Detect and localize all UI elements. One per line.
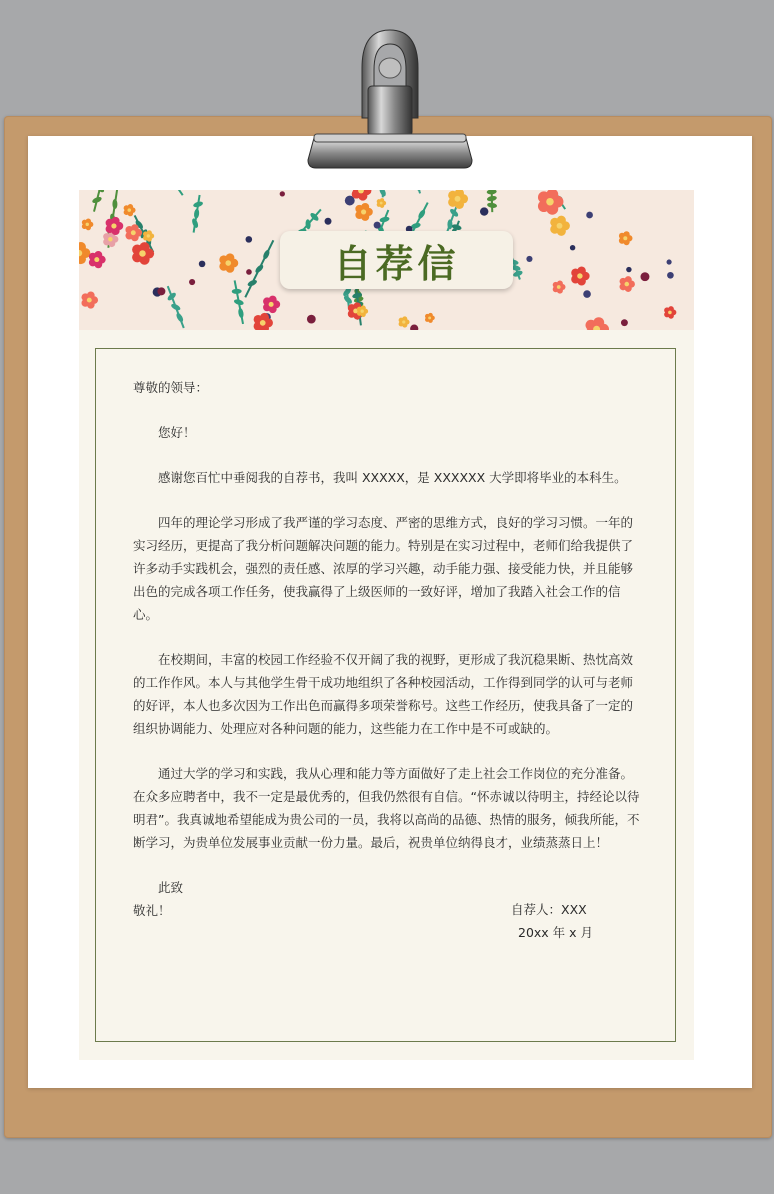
paragraph-campus: 在校期间，丰富的校园工作经验不仅开阔了我的视野，更形成了我沉稳果断、热忱高效的工作作风。本人与其他学生骨干成功地组织了各种校园活动，工作得到同学的认可与老师的好评，本人也多次因为工作出色而赢得多项荣誉称号。这些工作经历，使我具备了一定的组织协调能力、处理应对各种问题的能力，这些能力在工作中是不可或缺的。	[133, 652, 634, 736]
paragraph-conclusion: 通过大学的学习和实践，我从心理和能力等方面做好了走上社会工作岗位的充分准备。在众多应聘者中，我不一定是最优秀的，但我仍然很有自信。“怀赤诚以待明主，持经论以待明君”。我真诚地希望能成为贵公司的一员，我将以高尚的品德、热情的服务，倾我所能，不断学习，为贵单位发展事业贡献一份力量。最后，祝贵单位纳得良才，业绩蒸蒸日上！	[133, 766, 640, 850]
signer: 自荐人：XXX	[511, 902, 587, 917]
closing-regards: 敬礼！	[133, 903, 171, 918]
salutation: 尊敬的领导：	[133, 380, 209, 395]
date: 20xx 年 x 月	[518, 925, 594, 940]
letter-sheet	[79, 190, 694, 1060]
paragraph-intro: 感谢您百忙中垂阅我的自荐书，我叫 XXXXX，是 XXXXXX 大学即将毕业的本科生。	[158, 470, 627, 485]
paragraph-study: 四年的理论学习形成了我严谨的学习态度、严密的思维方式，良好的学习习惯。一年的实习经历，更提高了我分析问题解决问题的能力。特别是在实习过程中，老师们给我提供了许多动手实践机会，强烈的责任感、浓厚的学习兴趣，动手能力强、接受能力快，并且能够出色的完成各项工作任务，使我赢得了上级医师的一致好评，增加了我踏入社会工作的信心。	[133, 515, 634, 622]
letter-body	[133, 376, 643, 922]
letter-title: 自荐信	[333, 240, 460, 286]
title-plaque	[280, 231, 513, 289]
binder-clip-icon	[300, 26, 480, 176]
closing-line: 此致	[158, 880, 184, 895]
greeting: 您好！	[158, 425, 196, 440]
